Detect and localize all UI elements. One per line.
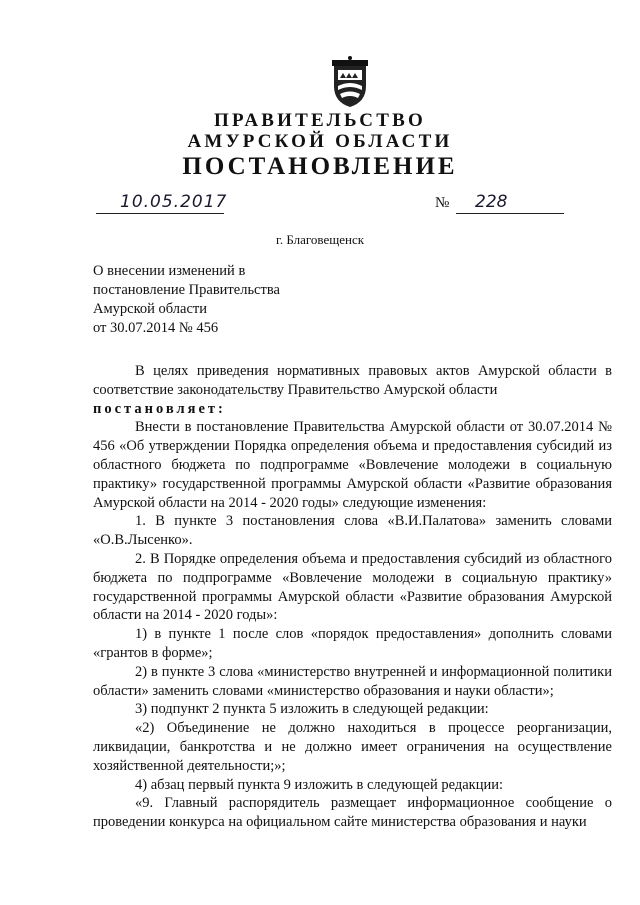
document-body xyxy=(93,362,612,832)
subject-line: О внесении изменений в xyxy=(93,263,246,279)
subject-line: от 30.07.2014 № 456 xyxy=(93,320,219,336)
number-underline xyxy=(456,213,564,214)
preamble-paragraph: В целях приведения нормативных правовых актов Амурской области в соответствие законодательству Правительство Амурской области xyxy=(93,363,612,398)
subject-line: постановление Правительства xyxy=(93,282,280,298)
decree-word: постановляет: xyxy=(93,400,226,417)
document-type: ПОСТАНОВЛЕНИЕ xyxy=(182,153,458,180)
body-paragraph: 3) подпункт 2 пункта 5 изложить в следующей редакции: xyxy=(135,701,489,718)
body-paragraph: 4) абзац первый пункта 9 изложить в следующей редакции: xyxy=(135,776,504,793)
body-paragraph: 1) в пункте 1 после слов «порядок предоставления» дополнить словами «грантов в форме»; xyxy=(93,626,612,661)
body-paragraph: «2) Объединение не должно находиться в процессе реорганизации, ликвидации, банкротства и не должно имеет ограничения на осуществление хозяйственной деятельности;»; xyxy=(93,720,612,774)
city: г. Благовещенск xyxy=(275,232,365,247)
body-paragraph: 1. В пункте 3 постановления слова «В.И.Палатова» заменить словами «О.В.Лысенко». xyxy=(93,513,612,549)
body-paragraph: Внести в постановление Правительства Амурской области от 30.07.2014 № 456 «Об утверждении Порядка определения объема и предоставления субсидий из областного бюджета по подпрограмме «Вовлечение молодежи в социальную практику» государственной программы Амурской области «Развитие образования Амурской области на 2014 - 2020 годы» следующие изменения: xyxy=(93,419,612,511)
number-label: № xyxy=(435,195,450,211)
handwritten-number: 228 xyxy=(475,192,508,212)
handwritten-date: 10.05.2017 xyxy=(120,192,228,212)
coat-of-arms-icon xyxy=(328,56,372,108)
government-title-line1: ПРАВИТЕЛЬСТВО xyxy=(214,110,426,131)
body-paragraph: 2. В Порядке определения объема и предоставления субсидий из областного бюджета по подпрограмме «Вовлечение молодежи в социальную практику» государственной программы Амурской области «Развитие образования Амурской области на 2014 - 2020 годы»: xyxy=(93,550,612,624)
subject-line: Амурской области xyxy=(93,301,207,317)
government-title-line2: АМУРСКОЙ ОБЛАСТИ xyxy=(187,131,453,152)
body-paragraph: 2) в пункте 3 слова «министерство внутренней и информационной политики области» заменить словами «министерство образования и науки области»; xyxy=(93,663,612,699)
document-subject xyxy=(93,262,353,338)
date-underline xyxy=(96,213,224,214)
body-paragraph: «9. Главный распорядитель размещает информационное сообщение о проведении конкурса на официальном сайте министерства образования и науки xyxy=(93,795,612,831)
